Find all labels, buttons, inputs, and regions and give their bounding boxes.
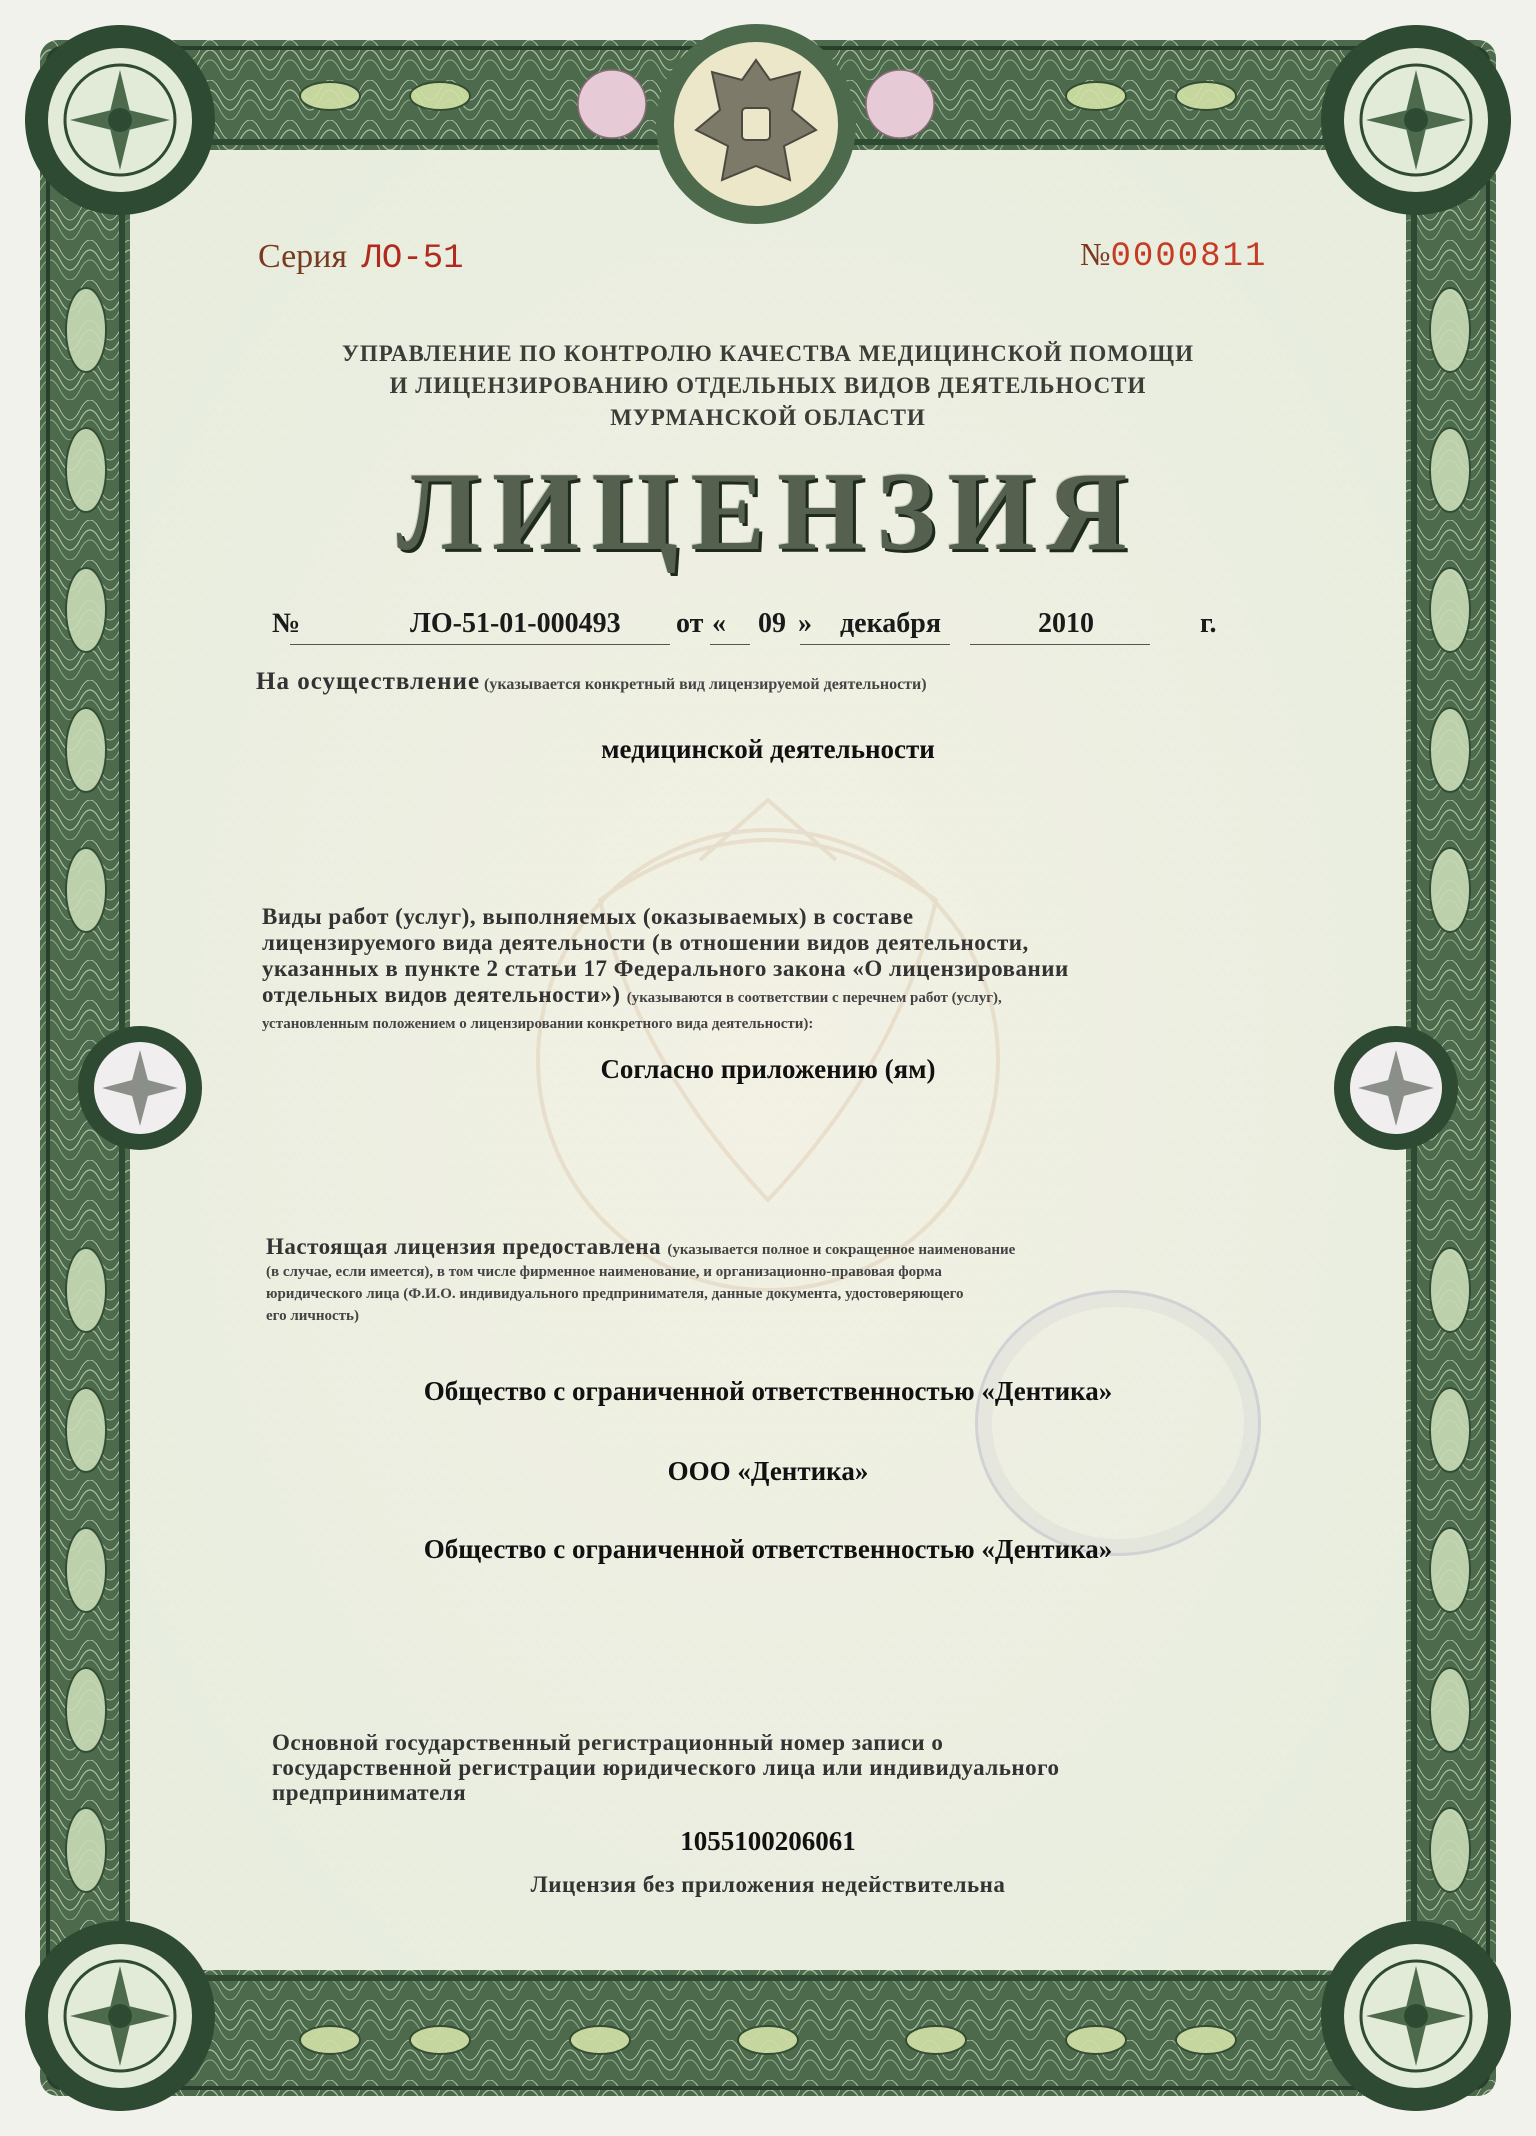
works-value: Согласно приложению (ям) [600, 1054, 936, 1084]
series-label: Серия [258, 238, 348, 275]
license-year: 2010 [1038, 608, 1094, 639]
holder-hint-1: (указывается полное и сокращенное наименование [667, 1242, 1016, 1258]
holder-full-name: Общество с ограниченной ответственностью «Дентика» [423, 1376, 1113, 1406]
series-field [258, 238, 464, 278]
works-hint-1: (указываются в соответствии с перечнем работ (услуг), [626, 990, 1002, 1006]
works-line-2: лицензируемого вида деятельности (в отношении видов деятельности, [262, 930, 1029, 955]
holder-paragraph [266, 1236, 1286, 1327]
activity-hint: (указывается конкретный вид лицензируемой деятельности) [484, 676, 927, 693]
works-line-4: отдельных видов деятельности») [262, 982, 621, 1007]
activity-label: На осуществление [256, 668, 481, 695]
coat-of-arms-emblem [656, 24, 856, 224]
holder-short-name: ООО «Дентика» [667, 1456, 869, 1486]
holder-hint-3: юридического лица (Ф.И.О. индивидуального предпринимателя, данные документа, удостоверяющего [266, 1286, 964, 1302]
series-value: ЛО-51 [361, 240, 464, 278]
license-day: 09 [758, 608, 786, 639]
license-month: декабря [840, 608, 942, 639]
holder-hint-4: его личность) [266, 1308, 359, 1324]
blank-number-value: 0000811 [1110, 238, 1268, 276]
works-paragraph [262, 904, 1302, 1037]
authority-line-2: И ЛИЦЕНЗИРОВАНИЮ ОТДЕЛЬНЫХ ВИДОВ ДЕЯТЕЛЬНОСТИ [389, 373, 1147, 398]
authority-line-3: МУРМАНСКОЙ ОБЛАСТИ [610, 405, 926, 430]
document-title: ЛИЦЕНЗИЯ [396, 450, 1140, 574]
official-stamp [975, 1290, 1261, 1556]
registration-number: 1055100206061 [680, 1826, 856, 1856]
works-line-3: указанных в пункте 2 статьи 17 Федерального закона «О лицензировании [262, 956, 1069, 981]
registration-line-3: предпринимателя [272, 1780, 467, 1805]
license-number-label: № [272, 608, 301, 639]
corner-rosette-icon [25, 25, 215, 215]
license-number-value: ЛО-51-01-000493 [410, 608, 621, 639]
registration-line-2: государственной регистрации юридического лица или индивидуального [272, 1755, 1060, 1780]
issuing-authority [200, 338, 1336, 434]
works-hint-2: установленным положением о лицензировании конкретного вида деятельности): [262, 1016, 814, 1032]
license-number-line [270, 608, 1270, 648]
footer-note: Лицензия без приложения недействительна [530, 1872, 1006, 1897]
activity-label-row [256, 668, 1296, 696]
authority-line-1: УПРАВЛЕНИЕ ПО КОНТРОЛЮ КАЧЕСТВА МЕДИЦИНСКОЙ ПОМОЩИ [342, 341, 1194, 366]
holder-brand-name: Общество с ограниченной ответственностью «Дентика» [423, 1534, 1113, 1564]
works-line-1: Виды работ (услуг), выполняемых (оказываемых) в составе [262, 904, 914, 929]
holder-hint-2: (в случае, если имеется), в том числе фирменное наименование, и организационно-правовая форма [266, 1264, 942, 1280]
blank-number-field [1080, 236, 1267, 276]
registration-line-1: Основной государственный регистрационный номер записи о [272, 1730, 944, 1755]
holder-label: Настоящая лицензия предоставлена [266, 1234, 662, 1259]
activity-value: медицинской деятельности [601, 734, 935, 764]
license-day-close-quote: » [798, 608, 812, 639]
registration-paragraph [272, 1730, 1292, 1805]
license-from-label: от [676, 608, 704, 639]
license-day-open-quote: « [712, 608, 726, 639]
license-year-suffix: г. [1200, 608, 1217, 639]
blank-number-label: № [1080, 236, 1111, 272]
